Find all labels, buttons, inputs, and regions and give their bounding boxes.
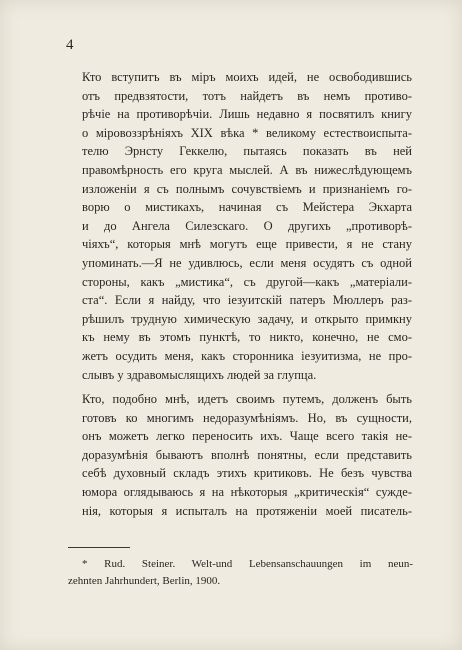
footnote-line: zehnten Jahrhundert, Berlin, 1900. (68, 575, 221, 587)
text-line: себѣ духовный складъ этихъ критиковъ. Не безъ чувства (82, 466, 412, 481)
text-line: онъ можетъ легко переносить ихъ. Чаще всего такія не- (82, 429, 412, 444)
text-line: слывъ у здравомыслящихъ людей за глупца. (82, 367, 317, 382)
text-line: телю Эрнсту Геккелю, пытаясь показать въ ней (82, 144, 412, 159)
text-line: чіяхъ“, которыя мнѣ могутъ еще привести, я не стану (82, 237, 412, 252)
body-text (82, 68, 412, 520)
text-line: Кто, подобно мнѣ, идетъ своимъ путемъ, долженъ быть (82, 392, 412, 407)
text-line: жетъ осудить меня, какъ сторонника іезуитизма, не про- (82, 348, 412, 363)
text-line: стороны, какъ „мистика“, съ другой—какъ „матеріали- (82, 274, 412, 289)
paragraph (82, 390, 412, 520)
footnote-line: * Rud. Steiner. Welt-und Lebensanschauungen im neun- (82, 558, 413, 570)
text-line: къ нему въ этомъ пунктѣ, то никто, конечно, не смо- (82, 330, 412, 345)
text-line: ста“. Если я найду, что іезуитскій патеръ Мюллеръ раз- (82, 293, 412, 308)
text-line: упоминать.—Я не удивлюсь, если меня осудятъ съ одной (82, 255, 412, 270)
text-line: доразумѣнія бываютъ вполнѣ понятны, если представить (82, 447, 412, 462)
page-number: 4 (66, 37, 74, 53)
text-line: о міровоззрѣніяхъ XIX вѣка * великому естествоиспыта- (82, 125, 412, 140)
text-line: нія, которыя я испыталъ на протяженіи моей писатель- (82, 503, 412, 518)
text-line: правомѣрность его круга мыслей. А въ нижеслѣдующемъ (82, 162, 412, 177)
text-line: юмора оглядываюсь я на нѣкоторыя „критическія“ сужде- (82, 485, 412, 500)
paragraph (82, 68, 412, 384)
text-line: рѣчіе на противорѣчіи. Лишь недавно я посвятилъ книгу (82, 107, 412, 122)
text-line: отъ предвзятости, тотъ найдетъ въ немъ противо- (82, 88, 412, 103)
text-line: рѣшилъ трудную химическую задачу, и открыто примкну (82, 311, 412, 326)
text-line: Кто вступитъ въ міръ моихъ идей, не освободившись (82, 70, 412, 84)
text-line: и до Ангела Силезскаго. О другихъ „противорѣ- (82, 218, 412, 233)
footnote-rule (68, 547, 130, 548)
text-line: изложеніи я съ полнымъ сочувствіемъ и признаніемъ го- (82, 181, 412, 196)
footnote (68, 556, 413, 590)
text-line: ворю о мистикахъ, начиная съ Мейстера Экхарта (82, 200, 412, 215)
text-line: готовъ ко многимъ недоразумѣніямъ. Но, въ сущности, (82, 410, 412, 425)
